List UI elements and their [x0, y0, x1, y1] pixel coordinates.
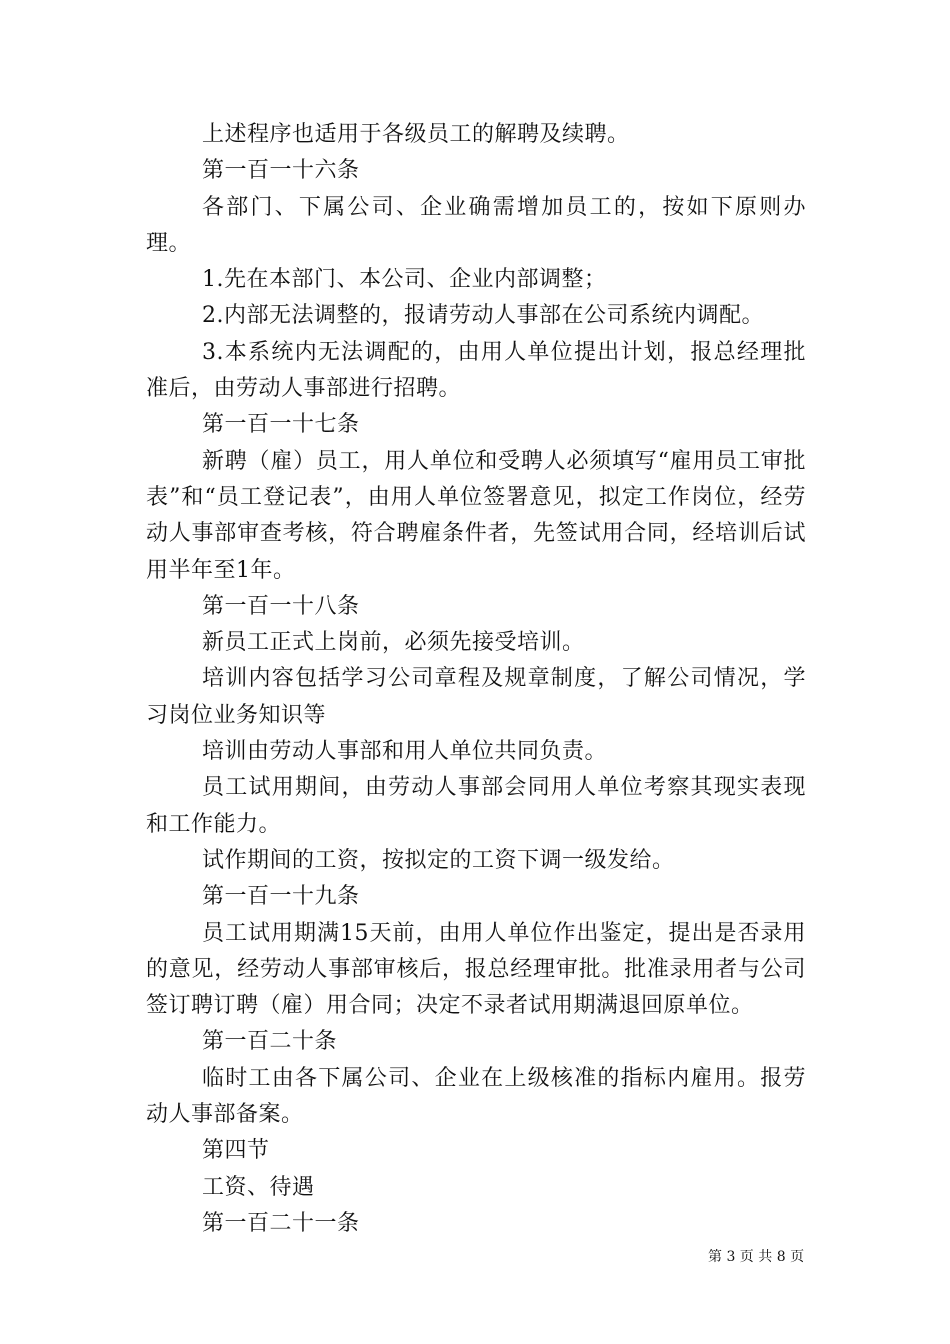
paragraph: 员工试用期满15天前，由用人单位作出鉴定，提出是否录用的意见，经劳动人事部审核后，报总经理审批。批准录用者与公司签订聘订聘（雇）用合同；决定不录者试用期满退回原单位。 — [146, 920, 806, 1019]
list-item: 3.本系统内无法调配的，由用人单位提出计划，报总经理批准后，由劳动人事部进行招聘。 — [146, 339, 806, 402]
article-heading: 第一百一十九条 — [202, 884, 360, 910]
document-body — [146, 117, 806, 1242]
paragraph: 试作期间的工资，按拟定的工资下调一级发给。 — [202, 847, 675, 873]
paragraph: 培训由劳动人事部和用人单位共同负责。 — [202, 739, 608, 765]
paragraph: 新员工正式上岗前，必须先接受培训。 — [202, 630, 585, 656]
article-heading: 第一百一十七条 — [202, 412, 360, 438]
page-number: 第 3 页 共 8 页 — [708, 1249, 805, 1265]
paragraph: 临时工由各下属公司、企业在上级核准的指标内雇用。报劳动人事部备案。 — [146, 1065, 806, 1128]
section-title: 工资、待遇 — [202, 1174, 315, 1200]
list-item: 2.内部无法调整的，报请劳动人事部在公司系统内调配。 — [202, 303, 764, 329]
article-heading: 第一百二十一条 — [202, 1210, 360, 1236]
section-heading: 第四节 — [202, 1138, 270, 1164]
paragraph: 员工试用期间，由劳动人事部会同用人单位考察其现实表现和工作能力。 — [146, 775, 806, 837]
paragraph: 上述程序也适用于各级员工的解聘及续聘。 — [202, 122, 630, 147]
list-item: 1.先在本部门、本公司、企业内部调整； — [202, 267, 607, 293]
article-heading: 第一百一十八条 — [202, 593, 360, 619]
article-heading: 第一百二十条 — [202, 1029, 338, 1055]
paragraph: 各部门、下属公司、企业确需增加员工的，按如下原则办理。 — [146, 194, 806, 256]
paragraph: 培训内容包括学习公司章程及规章制度，了解公司情况，学习岗位业务知识等 — [146, 666, 806, 728]
article-heading: 第一百一十六条 — [202, 158, 360, 184]
paragraph: 新聘（雇）员工，用人单位和受聘人必须填写“雇用员工审批表”和“员工登记表”，由用人单位签署意见，拟定工作岗位，经劳动人事部审查考核，符合聘雇条件者，先签试用合同，经培训后试用半年至1年。 — [146, 448, 806, 583]
